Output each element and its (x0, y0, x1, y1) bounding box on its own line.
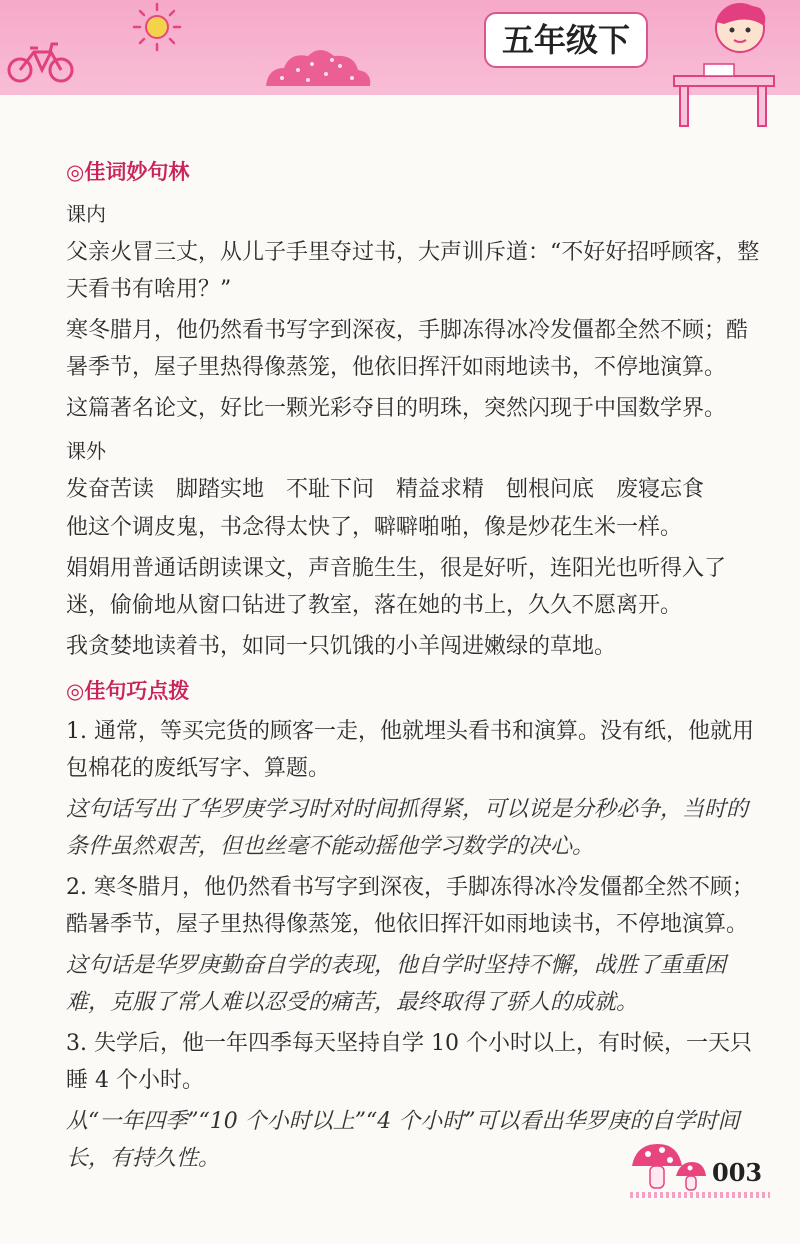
student-desk-illustration (664, 0, 784, 130)
bushes-icon (262, 44, 374, 88)
example-sentence: 2. 寒冬腊月，他仍然看书写字到深夜，手脚冻得冰冷发僵都全然不顾；酷暑季节，屋子里热得像蒸笼，他依旧挥汗如雨地读书，不停地演算。 (66, 875, 754, 937)
paragraph: 寒冬腊月，他仍然看书写字到深夜，手脚冻得冰冷发僵都全然不顾；酷暑季节，屋子里热得像蒸笼，他依旧挥汗如雨地读书，不停地演算。 (66, 318, 749, 380)
sentence-comment: 从“一年四季”“10 个小时以上”“4 个小时”可以看出华罗庚的自学时间长，有持久性。 (66, 1109, 740, 1171)
paragraph: 他这个调皮鬼，书念得太快了，噼噼啪啪，像是炒花生米一样。 (66, 515, 683, 540)
section-title-good-words: ◎佳词妙句林 (66, 160, 190, 184)
main-content (66, 150, 766, 1181)
paragraph: 我贪婪地读着书，如同一只饥饿的小羊闯进嫩绿的草地。 (66, 634, 617, 659)
example-sentence: 3. 失学后，他一年四季每天坚持自学 10 个小时以上，有时候，一天只睡 4 个小时。 (66, 1031, 752, 1093)
word-list: 发奋苦读 脚踏实地 不耻下问 精益求精 刨根问底 废寝忘食 (66, 477, 705, 502)
mushroom-icon (628, 1140, 708, 1192)
page-number: 003 (712, 1158, 763, 1187)
paragraph: 父亲火冒三丈，从儿子手里夺过书，大声训斥道：“不好好招呼顾客，整天看书有啥用？” (66, 240, 760, 302)
subsection-label-outer: 课外 (66, 439, 106, 463)
example-sentence: 1. 通常，等买完货的顾客一走，他就埋头看书和演算。没有纸，他就用包棉花的废纸写字、算题。 (66, 719, 754, 781)
page-header (0, 0, 800, 95)
paragraph: 这篇著名论文，好比一颗光彩夺目的明珠，突然闪现于中国数学界。 (66, 396, 727, 421)
sentence-comment: 这句话是华罗庚勤奋自学的表现，他自学时坚持不懈，战胜了重重困难，克服了常人难以忍受的痛苦，最终取得了骄人的成就。 (66, 953, 727, 1015)
footer-divider (630, 1192, 770, 1198)
paragraph: 娟娟用普通话朗读课文，声音脆生生，很是好听，连阳光也听得入了迷，偷偷地从窗口钻进了教室，落在她的书上，久久不愿离开。 (66, 556, 727, 618)
section-title-sentence-tips: ◎佳句巧点拨 (66, 679, 190, 703)
subsection-label-inner: 课内 (66, 202, 106, 226)
sun-icon (128, 2, 186, 52)
bicycle-icon (6, 40, 76, 84)
grade-badge: 五年级下 (484, 12, 648, 68)
sentence-comment: 这句话写出了华罗庚学习时对时间抓得紧，可以说是分秒必争，当时的条件虽然艰苦，但也丝毫不能动摇他学习数学的决心。 (66, 797, 749, 859)
